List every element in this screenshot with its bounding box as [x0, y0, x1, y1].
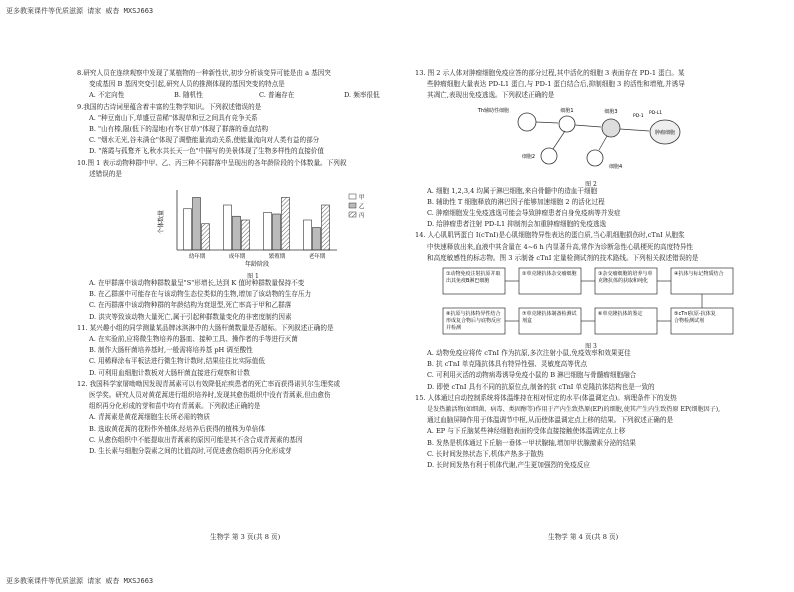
q14-stem3: 和高度敏感性的标志物。图 3 示制备 cTnI 定量检测试剂的技术路线。下列相关叙述错误的是 [427, 253, 699, 262]
q9-option-a: A. "种豆南山下,草盛豆苗稀"体现草和豆之间具有竞争关系 [89, 113, 258, 122]
bar-丙-幼年期 [202, 224, 210, 250]
fig3-flowchart [415, 266, 767, 338]
q8-options [77, 90, 429, 101]
q13-stem2: 些肿瘤细胞大量表达 PD-L1 蛋白,与 PD-1 蛋白结合后,抑制细胞 3 的活性和增殖,并诱导 [427, 80, 685, 89]
bar-乙-老年期 [313, 228, 321, 251]
fig3-bottom-box-3-text: ⑥单克隆抗体的鉴定 [598, 311, 643, 318]
x-tick-label: 成年期 [228, 254, 246, 261]
q9-stem: 9.我国的古诗词里蕴含着丰富的生物学知识。下列叙述错误的是 [77, 102, 262, 111]
fig3-bottom-box-2-text: 剂盒 [522, 318, 533, 325]
q8-option-b: B. 随机性 [174, 91, 203, 100]
fig1-xlabel: 年龄阶段 [244, 261, 270, 269]
q12-stem2: 医学奖。研究人员对黄花蒿进行组织培养时,发现其愈伤组织中没有青蒿素,但由愈伤 [89, 391, 331, 400]
q12-stem: 12. 我国科学家屠呦呦因发现青蒿素可以有效降低疟疾患者的死亡率而获得诺贝尔生理奖或 [77, 379, 341, 388]
q13-stem: 13. 图 2 示人体对肿瘤细胞免疫应答的部分过程,其中活化的细胞 3 表面存在 PD-1 蛋白。某 [415, 69, 685, 77]
legend-swatch [349, 203, 356, 208]
x-tick-label: 繁殖期 [268, 254, 286, 261]
right-page-footer: 生物学 第 4 页(共 8 页) [548, 533, 619, 541]
q10-option-a: A. 在甲群落中该动物种群数量呈"S"形增长,达到 K 值时种群数量保持不变 [89, 279, 305, 288]
fig2-arrows [536, 122, 649, 150]
fig3-bottom-box-4-text: ⑤cTnI抗原-抗体复 [674, 311, 716, 318]
q11-option-c: C. 用稀释涂布平板法进行微生物计数时,结果往往比实际值低 [89, 357, 265, 366]
th-cell [518, 113, 536, 131]
fig3-top-box-3-text: 克隆抗体的获取和纯化 [598, 278, 649, 285]
q13-option-b: B. 辅助性 T 细胞释放的淋巴因子能够加速细胞 2 的活化过程 [427, 197, 605, 206]
fig2-diagram [415, 104, 767, 176]
fig3-top-box-3-text: ③杂交瘤细胞的培养与单 [598, 271, 653, 278]
q13-option-c: C. 肿瘤细胞发生免疫逃逸可能会导致肿瘤患者自身免疫病等并发症 [427, 209, 621, 218]
q14-option-b: B. 抗 cTnI 单克隆抗体具有特异性强、灵敏度高等优点 [427, 360, 588, 369]
bar-乙-繁殖期 [273, 214, 281, 250]
left-column [77, 68, 429, 457]
q12-option-a: A. 青蒿素是黄花蒿细胞生长所必需的物质 [89, 413, 211, 422]
q10-stem: 10.图 1 表示动物种群中甲、乙、丙三种不同群落中呈现出的各年龄阶段的个体数量。下列叙 [77, 158, 347, 167]
q14-option-a: A. 动物免疫应将传 cTnI 作为抗原,多次注射小鼠,免疫效率和效果更佳 [427, 349, 631, 358]
fig3-caption: 图 3 [585, 343, 597, 351]
bar-甲-成年期 [224, 205, 232, 250]
q15-option-a: A. EP 与下丘脑某些神经细胞表面的受体直接接触使体温调定点上移 [427, 427, 626, 436]
q12-option-b: B. 选取黄花蒿的花粉作外植体,经培养后获得的植株为单倍体 [89, 424, 265, 433]
top-banner: 更多教案课件等优质滋源 请家 威杳 MXSJ663 [6, 7, 154, 15]
q10-option-d: D. 洪灾等致该动物大量死亡,属于引起种群数量变化的非密度制约因素 [89, 312, 292, 321]
legend-swatch [349, 194, 356, 199]
q15-stem: 15. 人体通过自动控制系统将体温维持在相对恒定的水平(体温调定点)。病理条件下的发热 [415, 393, 677, 402]
q14-stem2: 中快速释放出来,血液中其含量在 4~6 h 内显著升高,常作为诊断急性心肌梗死的高度特异性 [427, 242, 694, 251]
q12-option-d: D. 生长素与细胞分裂素之间的比值高时,可促进愈伤组织再分化形成芽 [89, 447, 292, 456]
bar-甲-老年期 [304, 220, 312, 250]
legend-label: 丙 [359, 213, 365, 220]
q12-stem3: 组织再分化形成的芽和苗中均有青蒿素。下列叙述正确的是 [89, 402, 261, 411]
q13-option-d: D. 给肿瘤患者注射 PD-L1 抑制剂会加重肿瘤细胞的免疫逃逸 [427, 220, 607, 229]
q10-option-c: C. 在丙群落中该动物种群的年龄结构为衰退型,死亡率高于甲和乙群落 [89, 301, 292, 310]
q10-stem2: 述错误的是 [89, 169, 122, 178]
bar-甲-幼年期 [184, 209, 192, 250]
fig2-c1-label: 细胞1 [560, 107, 574, 114]
fig3-bottom-box-1-text: ⑧抗原与抗体特异性结合 [446, 311, 501, 318]
fig2-c3-label: 细胞3 [604, 108, 618, 115]
cell-3 [602, 119, 620, 137]
bar-乙-幼年期 [193, 198, 201, 251]
fig2-pd1-label: PD-1 [633, 113, 644, 119]
legend-label: 甲 [359, 195, 365, 202]
fig2-c4-label: 细胞4 [609, 163, 623, 170]
q8-option-a: A. 不定向性 [89, 91, 125, 100]
q8-stem2: 变成基因 B 基因突变引起,研究人员的推测体现的基因突变的特点是 [89, 80, 285, 89]
x-tick-label: 幼年期 [188, 254, 206, 261]
figure-2 [415, 104, 767, 186]
fig1-caption: 图 1 [247, 273, 259, 281]
fig1-chart [77, 182, 429, 268]
bar-乙-成年期 [233, 216, 241, 250]
legend-label: 乙 [359, 204, 365, 211]
fig3-top-box-1-text: ①动物免疫注射抗原并取 [446, 271, 501, 278]
cell-2 [541, 148, 557, 164]
q15-option-d: D. 长时间发热有利于机体代谢,产生更加强烈的免疫反应 [427, 461, 590, 470]
legend-swatch [349, 212, 356, 217]
q14-stem: 14. 人心肌肌钙蛋白 I(cTnI)是心肌细胞特异性表达的蛋白质,当心肌细胞损伤时,cTnI 从胞浆 [415, 231, 685, 240]
fig3-top-box-4-text: ④抗体与标记物质结合 [674, 271, 724, 278]
q13-stem3: 其凋亡,表现出免疫逃逸。下列叙述正确的是 [427, 91, 555, 100]
q14-option-c: C. 可利用灭活的动物病毒诱导免疫小鼠的 B 淋巴细胞与骨髓瘤细胞融合 [427, 371, 637, 380]
q9-option-c: C. "烟水无光,谷未满仓"体现了调整能量流动关系,使能量流向对人类有益的部分 [89, 136, 320, 145]
cell-1 [559, 116, 575, 132]
q8-stem: 8.研究人员在连续观察中发现了某植物的一种新性状,初步分析该变异可能是由 a 基因突 [77, 69, 331, 77]
figure-3 [415, 266, 767, 351]
q11-option-b: B. 制作大肠杆菌培养基时,一般需将培养基 pH 调至酸性 [89, 346, 253, 355]
fig3-top-box-2-text: ②单克隆抗体杂交瘤细胞 [522, 271, 577, 278]
q15-stem3: 通过血脑屏障作用于体温调节中枢,从而使体温调定点上移的结果。下列叙述正确的是 [427, 416, 674, 425]
fig3-bottom-box-1-text: 形成复合物后与底物反应 [446, 318, 502, 325]
fig2-caption: 图 2 [585, 180, 597, 188]
q14-option-d: D. 即使 cTnI 具有不同的抗原位点,制备的抗 cTnI 单克隆抗体结构也是一致的 [427, 382, 655, 391]
q11-stem: 11. 某兴趣小组的同学测量某品牌冰淇淋中的大肠杆菌数量是否超标。下列叙述正确的是 [77, 323, 334, 332]
bottom-banner: 更多教案课件等优质滋源 请家 威杳 MXSJ663 [6, 577, 154, 585]
fig3-top-box-1-text: 出其免疫B淋巴细胞 [446, 278, 490, 285]
bar-丙-繁殖期 [282, 198, 290, 251]
left-page-footer: 生物学 第 3 页(共 8 页) [210, 533, 281, 541]
q12-option-c: C. 从愈伤组织中不能提取出青蒿素的原因可能是其不含合成青蒿素的基因 [89, 435, 303, 444]
q10-option-b: B. 在乙群落中可能存在与该动物生态位类似的生物,增加了该动物的生存压力 [89, 290, 312, 299]
bar-丙-成年期 [242, 220, 250, 250]
bar-甲-繁殖期 [264, 213, 272, 251]
fig2-tumor-label: 肿瘤细胞 [654, 129, 676, 136]
fig3-bottom-box-1-text: 并检测 [446, 325, 462, 332]
q13-option-a: A. 细胞 1,2,3,4 均属于淋巴细胞,来自骨髓中的造血干细胞 [427, 186, 598, 195]
right-column [415, 68, 767, 471]
x-tick-label: 老年期 [308, 254, 326, 261]
q8-option-c: C. 普遍存在 [259, 91, 295, 100]
q15-option-b: B. 发热是机体通过下丘脑一垂体一甲状腺轴,增加甲状腺激素分泌的结果 [427, 438, 636, 447]
q11-option-a: A. 在实验前,应将微生物培养的器皿、接种工具、操作者的手等进行灭菌 [89, 335, 298, 344]
fig1-ylabel: 个体数量 [158, 210, 165, 235]
q15-option-c: C. 长时间发热状态下,机体产热多于散热 [427, 449, 544, 458]
fig2-c2-label: 细胞2 [521, 153, 535, 160]
q15-stem2: 是发热激活物(如细菌、病毒、类固醇等)作用于产内生致热原(EP)的细胞,使其产生内生致热原 EP(细胞因子), [427, 406, 721, 414]
q9-option-d: D. "落霞与孤鹜齐飞,秋水共长天一色"中描写的美景体现了生物多样性的直接价值 [89, 147, 324, 156]
cell-4 [587, 150, 603, 166]
fig3-bottom-box-2-text: ⑦单克隆抗体制备检测试 [522, 311, 577, 318]
bar-丙-老年期 [322, 205, 330, 250]
q11-option-d: D. 可利用血细胞计数板对大肠杆菌直接进行观察和计数 [89, 368, 250, 377]
fig2-th-label: Th辅助性细胞 [477, 107, 509, 114]
q9-option-b: B. "山有榛,隰(低下的湿地)有苓(甘草)"体现了群落的垂直结构 [89, 125, 269, 134]
fig2-pdl1-label: PD-L1 [649, 110, 663, 116]
figure-1 [77, 182, 429, 281]
fig3-bottom-box-4-text: 合物检测试剂 [674, 318, 705, 325]
q8-option-d: D. 频率很低 [344, 91, 380, 100]
